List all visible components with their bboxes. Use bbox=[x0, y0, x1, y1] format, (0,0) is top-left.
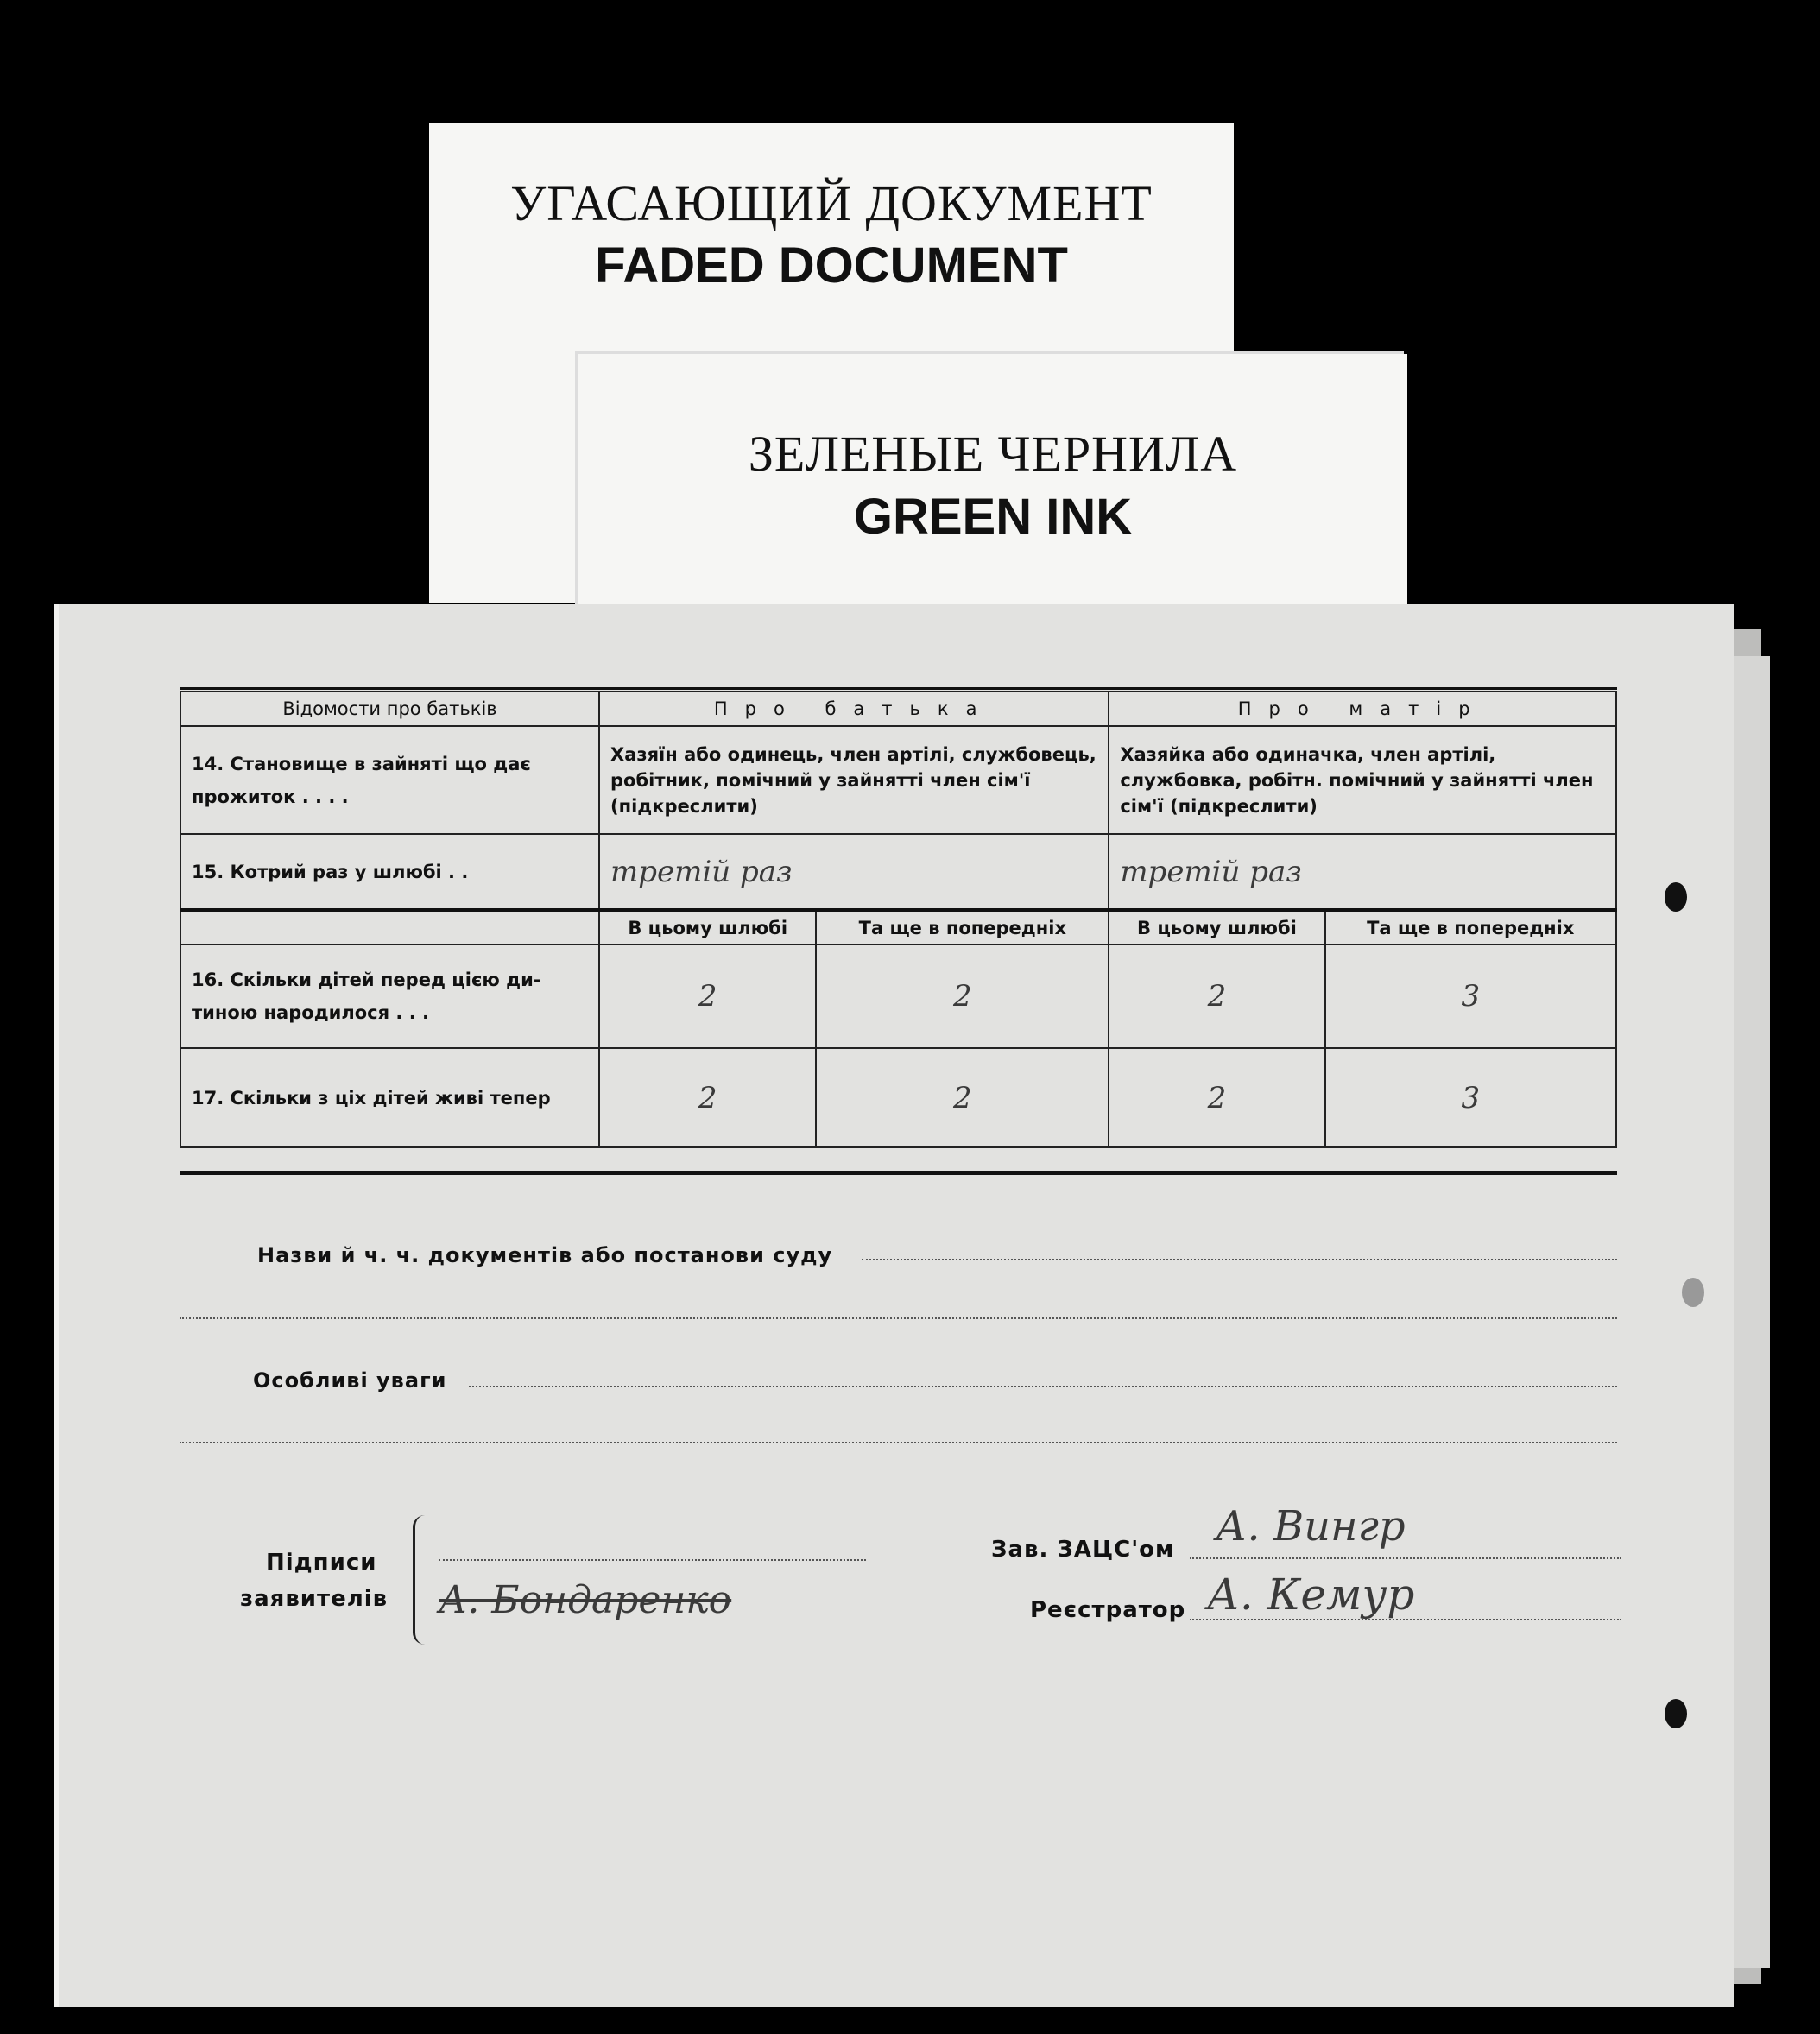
registration-form-page bbox=[54, 604, 1734, 2007]
table-row-17 bbox=[180, 1048, 1616, 1147]
subheader-father-prev: Та ще в попередніх bbox=[816, 910, 1109, 944]
signatures-label-line1: Підписи bbox=[266, 1550, 377, 1576]
row15-father: третій раз bbox=[599, 834, 1109, 910]
row14-mother: Хазяйка або одиначка, член артілі, службовка, робітн. помічний у зайнятті член сім'ї (підкреслити) bbox=[1109, 726, 1616, 834]
header-father: Про батька bbox=[599, 692, 1109, 726]
punch-hole bbox=[1665, 1699, 1687, 1728]
table-row-16 bbox=[180, 944, 1616, 1048]
signatures-label-line2: заявителів bbox=[240, 1586, 389, 1612]
row15-mother: третій раз bbox=[1109, 834, 1616, 910]
row16-value-2: 2 bbox=[816, 944, 1109, 1048]
remarks-line-2 bbox=[180, 1442, 1617, 1443]
green-ink-label bbox=[578, 354, 1407, 617]
head-signature: А. Вингр bbox=[1216, 1502, 1406, 1551]
documents-line-1 bbox=[862, 1259, 1617, 1260]
header-col0: Відомости про батьків bbox=[180, 692, 599, 726]
row17-label: 17. Скільки з ціх дітей живі тепер bbox=[180, 1048, 599, 1147]
table-header-row bbox=[180, 692, 1616, 726]
table-bottom-rule bbox=[180, 1171, 1617, 1175]
documents-label: Назви й ч. ч. документів або постанови суду bbox=[257, 1243, 833, 1267]
registrar-signature: А. Кемур bbox=[1207, 1570, 1415, 1620]
head-line bbox=[1190, 1557, 1621, 1559]
table-row-15 bbox=[180, 834, 1616, 910]
row14-label-line2: прожиток . . . . bbox=[192, 786, 349, 807]
punch-hole bbox=[1665, 882, 1687, 912]
remarks-line-1 bbox=[469, 1386, 1617, 1387]
applicant-signature: А. Бондаренко bbox=[439, 1578, 732, 1622]
signatures-brace bbox=[413, 1515, 432, 1645]
parents-info-table bbox=[180, 691, 1617, 1148]
signature-line-1 bbox=[439, 1559, 866, 1561]
subheader-mother-this: В цьому шлюбі bbox=[1109, 910, 1324, 944]
row16-value-1: 2 bbox=[599, 944, 816, 1048]
row16-label bbox=[180, 944, 599, 1048]
documents-line-2 bbox=[180, 1317, 1617, 1319]
punch-hole bbox=[1682, 1278, 1704, 1307]
row14-label bbox=[180, 726, 599, 834]
subheader-blank bbox=[180, 910, 599, 944]
row17-value-1: 2 bbox=[599, 1048, 816, 1147]
header-mother: Про матір bbox=[1109, 692, 1616, 726]
row17-value-3: 2 bbox=[1109, 1048, 1324, 1147]
registrar-label: Реєстратор bbox=[1030, 1597, 1186, 1623]
subheader-father-this: В цьому шлюбі bbox=[599, 910, 816, 944]
green-label-ru: ЗЕЛЕНЫЕ ЧЕРНИЛА bbox=[748, 426, 1238, 482]
faded-label-en: FADED DOCUMENT bbox=[595, 237, 1068, 294]
row17-value-2: 2 bbox=[816, 1048, 1109, 1147]
row15-label: 15. Котрий раз у шлюбі . . bbox=[180, 834, 599, 910]
faded-label-ru: УГАСАЮЩИЙ ДОКУМЕНТ bbox=[510, 175, 1153, 231]
table-subheader-row bbox=[180, 910, 1616, 944]
subheader-mother-prev: Та ще в попередніх bbox=[1325, 910, 1616, 944]
row16-label-line1: 16. Скільки дітей перед цією ди- bbox=[192, 970, 541, 990]
remarks-label: Особливі уваги bbox=[253, 1368, 447, 1393]
row16-value-3: 2 bbox=[1109, 944, 1324, 1048]
green-label-en: GREEN INK bbox=[853, 489, 1133, 545]
row14-label-line1: 14. Становище в зайняті що дає bbox=[192, 753, 531, 774]
row14-father: Хазяїн або одинець, член артілі, службовець, робітник, помічний у зайнятті член сім'ї (підкреслити) bbox=[599, 726, 1109, 834]
row16-label-line2: тиною народилося . . . bbox=[192, 1002, 429, 1023]
row17-value-4: 3 bbox=[1325, 1048, 1616, 1147]
table-row-14 bbox=[180, 726, 1616, 834]
head-label: Зав. ЗАЦС'ом bbox=[991, 1537, 1175, 1563]
row16-value-4: 3 bbox=[1325, 944, 1616, 1048]
